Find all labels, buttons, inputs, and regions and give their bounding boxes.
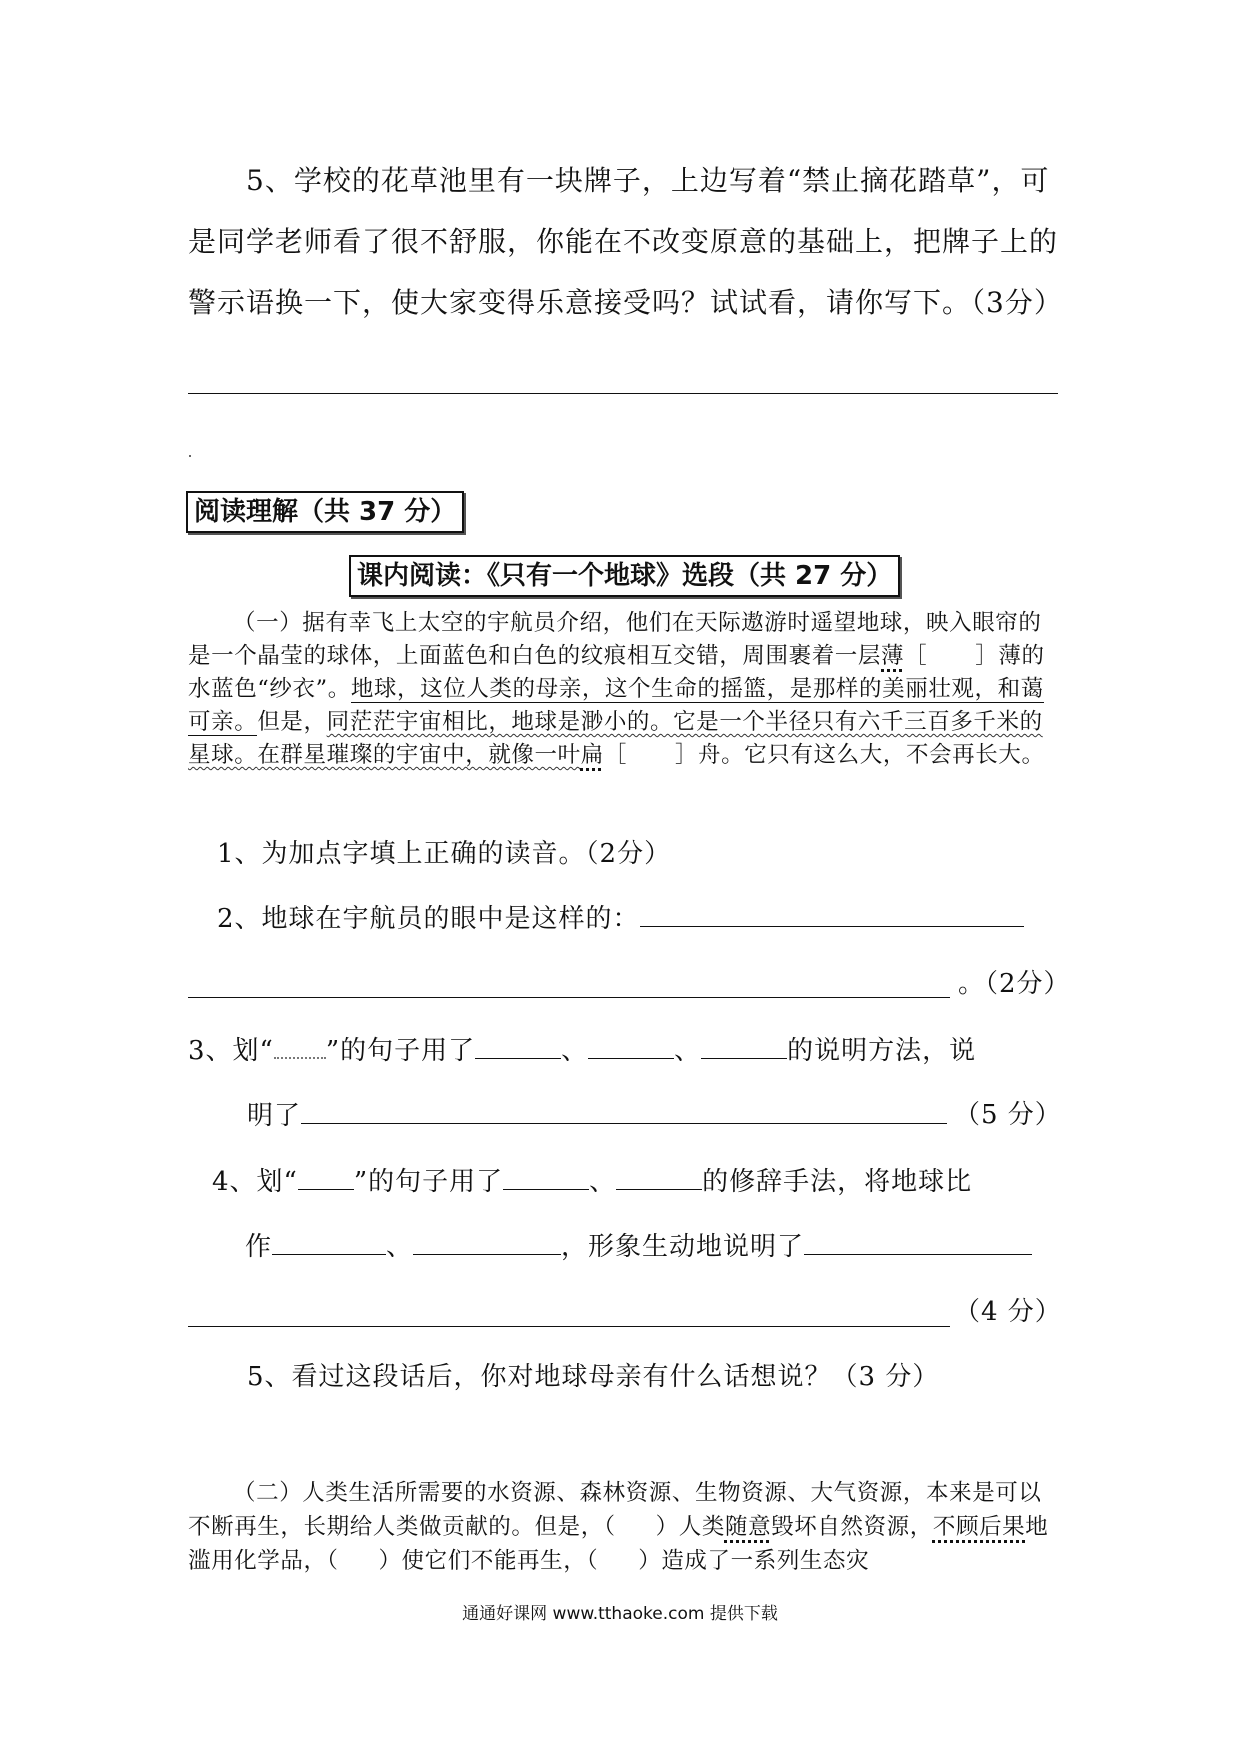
answer-blank[interactable] <box>503 1163 589 1190</box>
question-4-score: （4 分） <box>954 1297 1062 1327</box>
bracket-close: ］ <box>674 742 699 768</box>
passage-2-text-f: ）造成了一系列生态灾 <box>638 1548 870 1574</box>
question-3-text-d: 明了 <box>247 1101 302 1131</box>
separator: 、 <box>589 1167 617 1197</box>
subsection-title: 课内阅读：《只有一个地球》选段（共 27 分） <box>349 555 900 597</box>
answer-line[interactable] <box>188 997 950 998</box>
question-2-score: 。（2分） <box>958 969 1071 999</box>
passage-2-text-d: 地滥用化学品，（ <box>188 1514 1049 1574</box>
dotted-phrase: 不顾后果 <box>932 1514 1026 1540</box>
passage-1-text-e: 舟。它只有这么大，不会再长大。 <box>698 742 1045 768</box>
passage-2 <box>188 1476 1060 1578</box>
footer: 通通好课网 www.tthaoke.com 提供下载 <box>462 1604 778 1624</box>
question-4-text-e: ，形象生动地说明了 <box>561 1232 805 1262</box>
separator: 、 <box>674 1036 702 1066</box>
question-3-text-c: 的说明方法，说 <box>787 1036 977 1066</box>
wavy-line-sample <box>274 1037 326 1059</box>
question-4-text-d: 作 <box>245 1232 273 1262</box>
answer-blank[interactable] <box>475 1032 561 1059</box>
passage-2-text-b: ）人类 <box>655 1514 725 1540</box>
wavy-underlined-sentence: 同茫茫宇宙相比，地球是渺小的。它是一个半径只有六千三百多千米的星球。 <box>188 709 1043 768</box>
answer-blank[interactable] <box>272 1228 386 1255</box>
answer-blank[interactable] <box>804 1228 1032 1255</box>
question-4-cont <box>245 1228 1032 1265</box>
underline-sample <box>298 1163 354 1190</box>
question-1: 1、为加点字填上正确的读音。（2分） <box>217 839 672 869</box>
answer-line[interactable] <box>188 393 1058 394</box>
passage-1-text-c: 但是， <box>257 709 327 735</box>
separator: 、 <box>561 1036 589 1066</box>
passage-2-text-e: ）使它们不能再生，（ <box>378 1548 599 1574</box>
dotted-char: 薄 <box>881 643 905 669</box>
question-4-text-a: 4、划“ <box>212 1167 298 1197</box>
question-4-text-b: ”的句子用了 <box>353 1167 504 1197</box>
question-5-top: 5、学校的花草池里有一块牌子，上边写着“禁止摘花踏草”，可是同学老师看了很不舒服，你能在不改变原意的基础上，把牌子上的警示语换一下，使大家变得乐意接受吗？试试看，请你写下。（3分） <box>188 164 1063 319</box>
passage-1-text-d: 在群星璀璨的宇宙中，就像一叶 <box>257 742 581 768</box>
answer-blank[interactable] <box>701 1032 787 1059</box>
passage-1 <box>188 607 1060 772</box>
solid-underlined-sentence: 地球，这位人类的母亲，这个生命的摇篮，是那样的美丽壮观，和蔼可亲。 <box>188 676 1044 735</box>
question-3-cont <box>247 1097 947 1134</box>
separator: 、 <box>386 1232 414 1262</box>
answer-line[interactable] <box>188 1326 950 1327</box>
passage-2-text-a: （二）人类生活所需要的水资源、森林资源、生物资源、大气资源，本来是可以不断再生，长期给人类做贡献的。但是，（ <box>188 1480 1042 1540</box>
bracket-open: ［ <box>904 643 928 669</box>
answer-blank[interactable] <box>640 900 1024 927</box>
dotted-phrase: 随意 <box>724 1514 772 1540</box>
question-3 <box>188 1032 976 1069</box>
question-3-text-a: 3、划“ <box>188 1036 274 1066</box>
answer-blank[interactable] <box>413 1228 561 1255</box>
question-3-text-b: ”的句子用了 <box>325 1036 476 1066</box>
speck <box>189 455 191 457</box>
question-4 <box>212 1163 972 1200</box>
bracket-close: ］ <box>975 643 999 669</box>
bracket-open: ［ <box>603 742 627 768</box>
answer-blank[interactable] <box>301 1097 947 1124</box>
passage-1-text-a: （一）据有幸飞上太空的宇航员介绍，他们在天际遨游时遥望地球，映入眼帘的是一个晶莹的球体，上面蓝色和白色的纹痕相互交错，周围裹着一层 <box>188 610 1042 669</box>
question-4-text-c: 的修辞手法，将地球比 <box>702 1167 973 1197</box>
question-3-score: （5 分） <box>954 1100 1062 1130</box>
answer-blank[interactable] <box>588 1032 674 1059</box>
question-2-text: 2、地球在宇航员的眼中是这样的： <box>217 904 640 934</box>
passage-2-text-c: 毁坏自然资源， <box>771 1514 933 1540</box>
passage-1-text-b: 薄的水蓝色“纱衣”。 <box>188 643 1045 702</box>
dotted-char: 扁 <box>580 742 604 768</box>
question-5: 5、看过这段话后，你对地球母亲有什么话想说？（3 分） <box>247 1362 940 1392</box>
question-2 <box>217 900 1024 937</box>
answer-blank[interactable] <box>616 1163 702 1190</box>
section-title: 阅读理解（共 37 分） <box>186 491 464 533</box>
